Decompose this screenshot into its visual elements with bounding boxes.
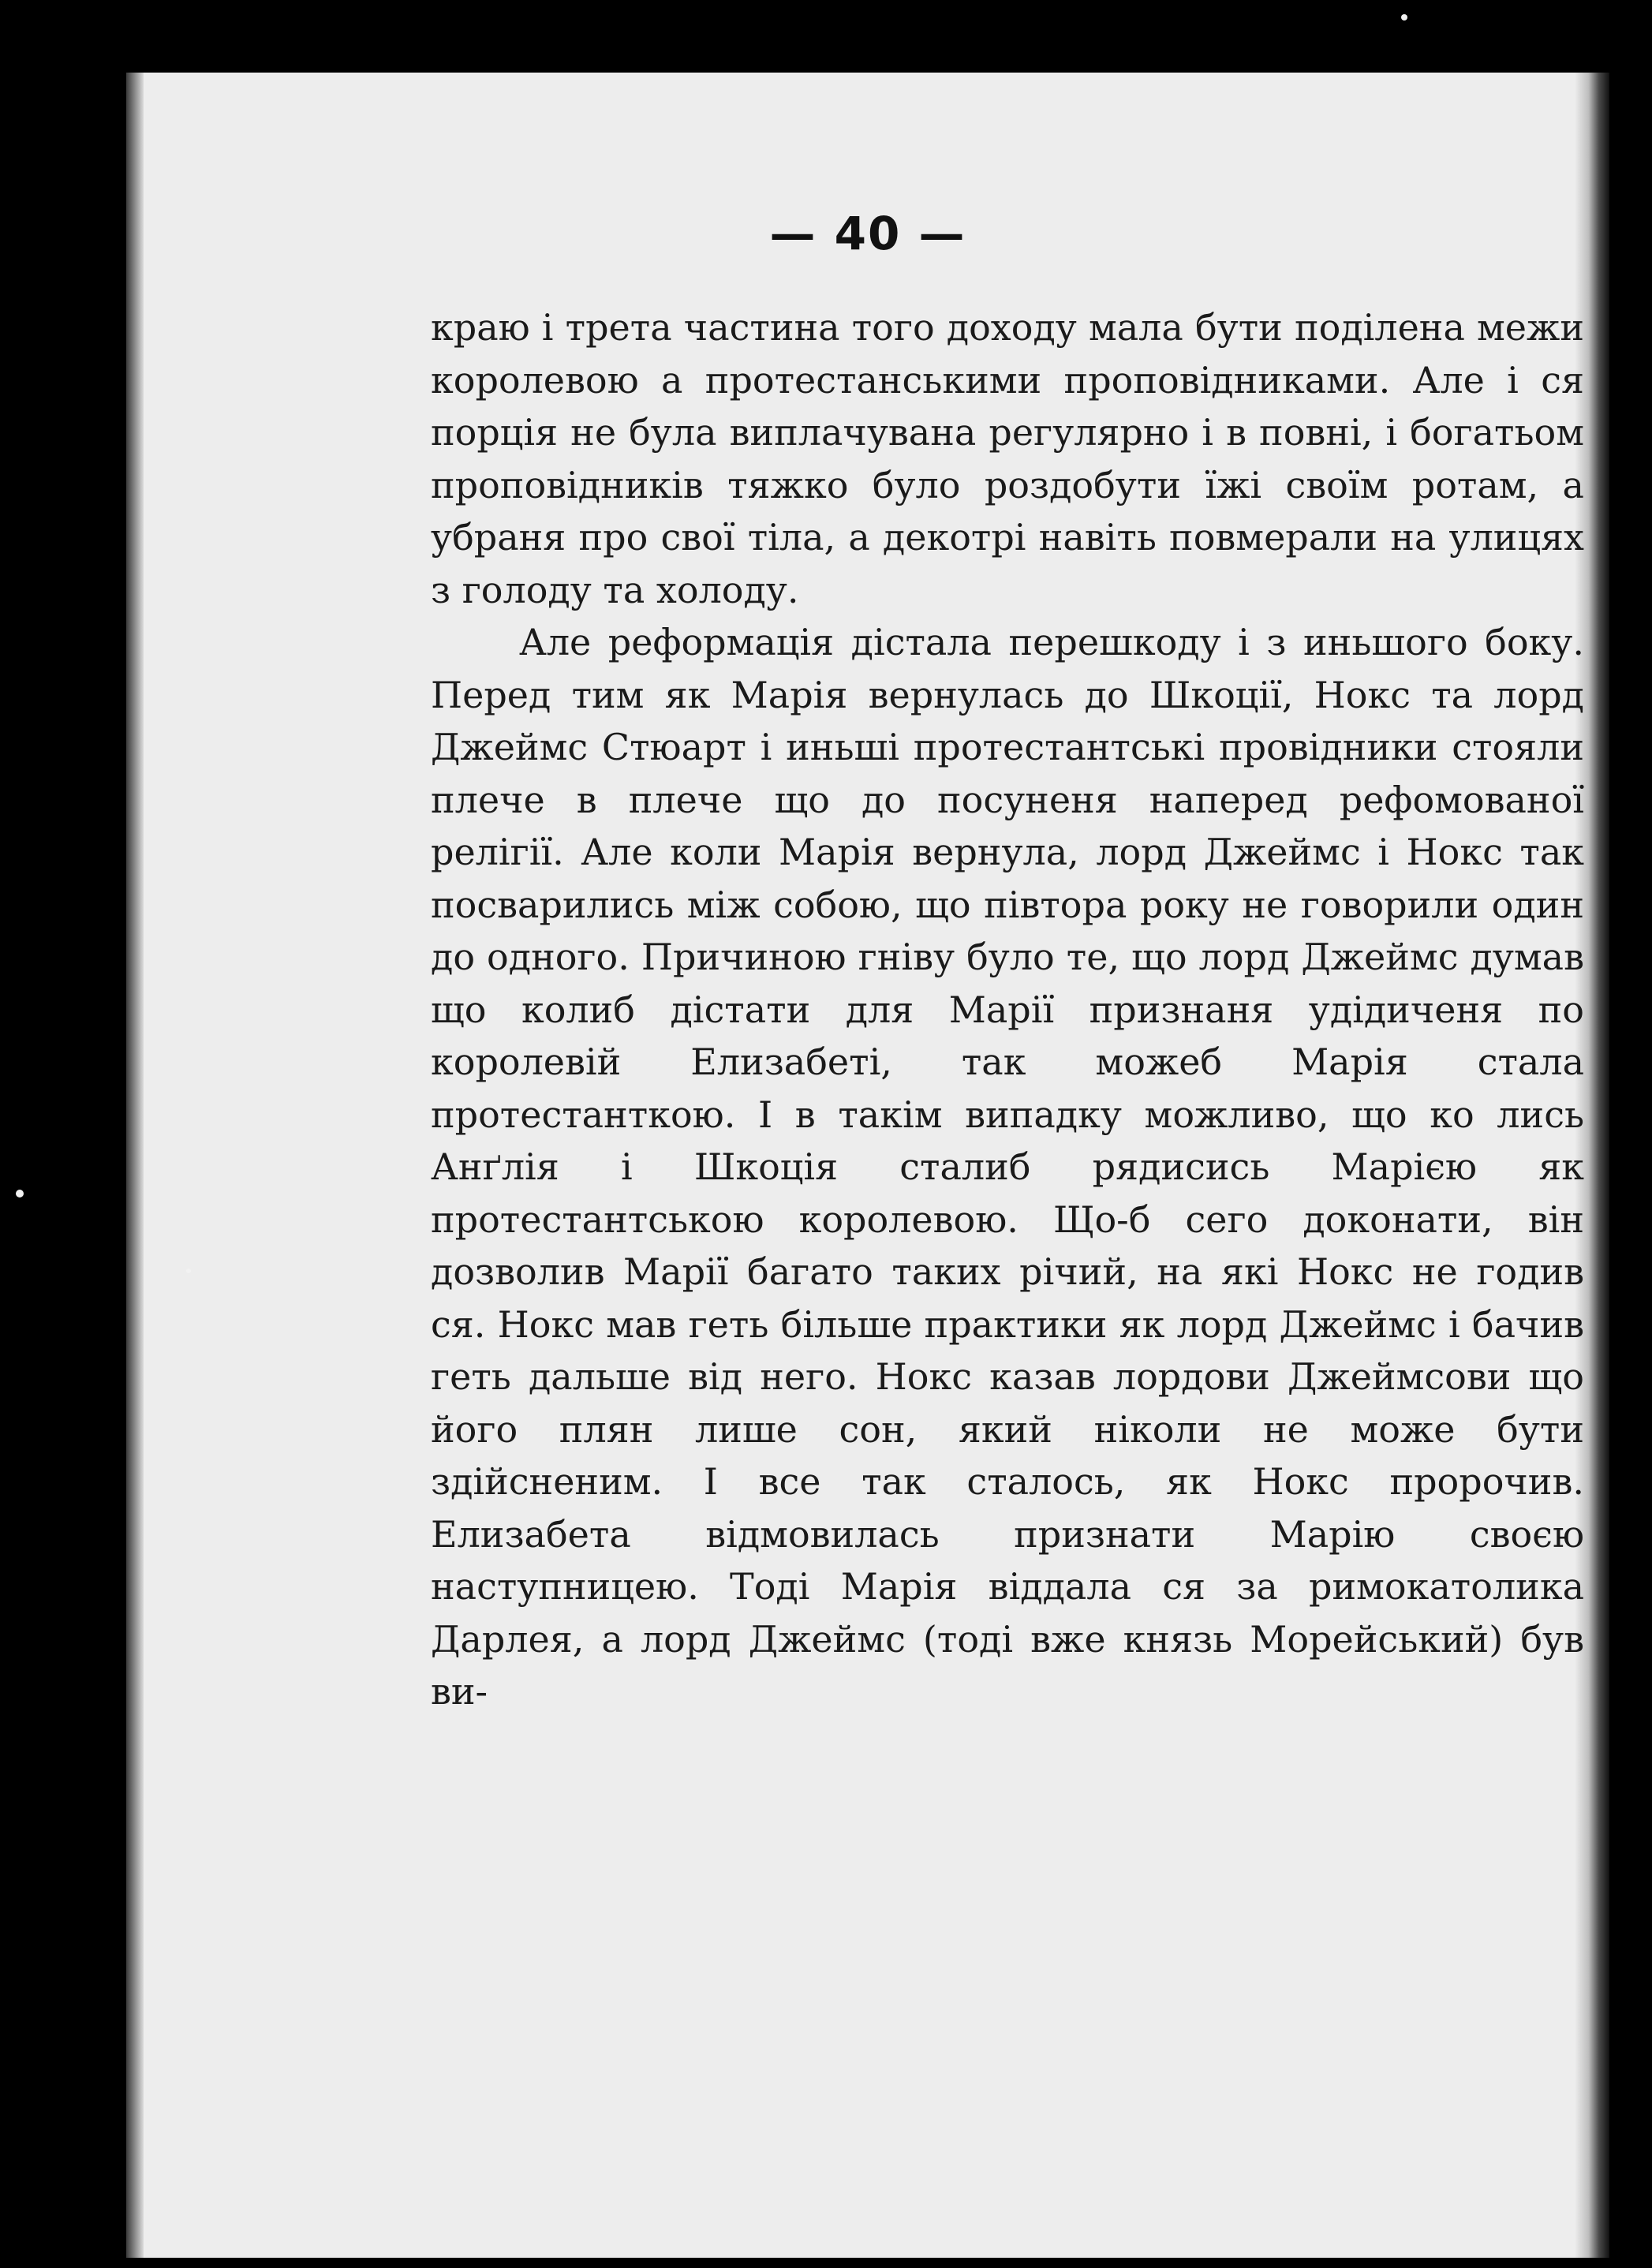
scan-speck	[1401, 14, 1407, 21]
page-body-text	[431, 301, 1584, 1718]
page-number: — 40 —	[769, 207, 966, 260]
paragraph-reformation: Але реформація дістала перешкоду і з иньшого боку. Перед тим як Марія вернулась до Шкоції, Нокс та лорд Джеймс Стюарт і иньші протестантські провідники стояли плече в плече що до посуненя наперед рефомованої релігії. Але коли Марія вернула, лорд Джеймс і Нокс так посварились між собою, що півтора року не говорили один до одного. Причиною гніву було те, що лорд Джеймс думав що колиб дістати для Марії признаня удідиченя по королевій Елизабеті, так можеб Марія стала протестанткою. І в такім випадку можливо, що ко лись Анґлія і Шкоція сталиб рядисись Марією як протестантською королевою. Що-б сего доконати, він дозволив Марії багато таких річий, на які Нокс не годив ся. Нокс мав геть більше практики як лорд Джеймс і бачив геть дальше від него. Нокс казав лордови Джеймсови що його плян лише сон, який ніколи не може бути здійсненим. І все так сталось, як Нокс пророчив. Елизабета відмовилась признати Марію своєю наступницею. Тоді Марія віддала ся за римокатолика Дарлея, а лорд Джеймс (тоді вже князь Морейський) був ви-	[431, 621, 1584, 1713]
scan-speck	[16, 1190, 24, 1198]
page-binding-edge	[126, 73, 144, 2258]
paragraph-continuation: краю і трета частина того доходу мала бути поділена межи королевою а протестанськими проповідниками. Але і ся порція не була виплачувана регулярно і в повні, і богатьом проповідників тяжко було роздобути їжі своїм ротам, а убраня про свої тіла, а декотрі навіть повмерали на улицях з голоду та холоду.	[431, 306, 1584, 611]
scan-speck	[186, 1269, 191, 1273]
book-page	[126, 73, 1609, 2258]
